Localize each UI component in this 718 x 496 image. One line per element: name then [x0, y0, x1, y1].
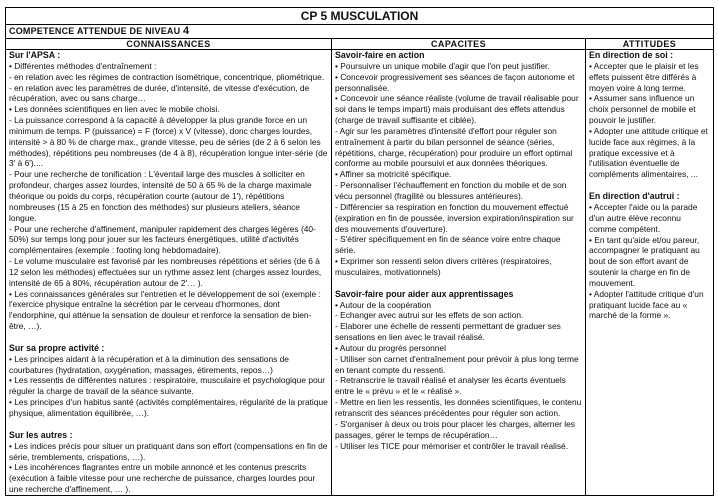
list-item: • Assumer sans influence un choix personnel de mobile et pouvoir le justifier.	[589, 93, 696, 126]
list-item: - Utiliser son carnet d'entraînement pour prévoir à plus long terme en tenant compte du ressenti.	[335, 353, 579, 375]
musculation-table	[5, 7, 714, 496]
list-item: - Différencier sa respiration en fonction du mouvement effectué (expiration en fin de poussée, inversion expiration/inspiration sur des mouvements d'ouverture).	[335, 201, 574, 234]
column-connaissances	[6, 50, 332, 496]
list-item: - Agir sur les paramètres d'intensité d'effort pour réguler son entraînement à partir du bilan personnel de séance (séries, répétitions, charge, récupération) pour produire un effort optimal conforme au mobile poursuivi et aux données théoriques.	[335, 125, 573, 169]
competence-level: 4	[183, 25, 190, 37]
list-item: - Pour une recherche d'affinement, manipuler rapidement des charges légères (40-50%) sur temps long pour jouer sur les facteurs énergétiques, utilité d'activités complémentaires (exemple : footing long hebdomadaire).	[9, 223, 316, 256]
header-connaissances: CONNAISSANCES	[6, 39, 332, 50]
list-item: • Les indices précis pour situer un pratiquant dans son effort (compensations en fin de série, tremblements, crispations, …).	[9, 440, 328, 462]
list-item: - en relation avec les paramètres de durée, d'intensité, de vitesse d'exécution, de récupération, avec ou sans charge…	[9, 82, 310, 104]
list-item: • Adopter l'attitude critique d'un pratiquant lucide face au « marché de la forme ».	[589, 288, 704, 321]
section-title: En direction de soi :	[589, 50, 674, 60]
list-item: • Les principes d'un habitus santé (activités complémentaires, régularité de la pratique physique, alimentation équilibrée, …).	[9, 397, 328, 418]
list-item: • Exprimer son ressenti selon divers critères (respiratoires, musculaires, motivationnels)	[335, 256, 552, 277]
list-item: • Affiner sa motricité spécifique.	[335, 169, 452, 180]
competence-label: COMPETENCE ATTENDUE DE NIVEAU	[9, 26, 181, 36]
list-item: - La puissance correspond à la capacité à développer la plus grande force en un minimum de temps. P (puissance) = F (force) x V (vitesse), donc charges lourdes, intensité > à 80 % de charge max., grande vitesse, peu de séries (de 2 à 6 selon les méthodes), répétitions peu nombreuses (de 4 à 8), récupération longue inter-série (de 3' à 6')....	[9, 115, 328, 169]
list-item: - Retranscrire le travail réalisé et analyser les écarts éventuels entre le « prévu » et le « réalisé ».	[335, 375, 566, 397]
list-item: • Autour de la coopération	[335, 299, 432, 310]
list-item: - S'étirer spécifiquement en fin de séance voire entre chaque série.	[335, 234, 561, 256]
list-item: • Les principes aidant à la récupération et à la diminution des sensations de courbatures (hydratation, oxygénation, massages, étirements, repos…)	[9, 353, 289, 375]
list-item: - Le volume musculaire est favorisé par les nombreuses répétitions et séries (de 6 à 12 selon les méthodes) effectuées sur un rythme assez lent (charges assez lourdes, intensité de 65 à 80%, récupération autour de 2'… ).	[9, 256, 322, 288]
list-item: • Accepter l'aide ou la parade d'un autre élève reconnu comme compétent.	[589, 201, 698, 234]
list-item: • En tant qu'aide et/ou pareur, accompagner le pratiquant au bout de son effort avant de soutenir la charge en fin de mouvement.	[589, 234, 700, 288]
section-title: Savoir-faire en action	[335, 50, 425, 60]
list-item: - Utiliser les TICE pour mémoriser et contrôler le travail réalisé.	[335, 440, 569, 451]
section-title: Sur l'APSA :	[9, 50, 61, 60]
list-item: - Echanger avec autrui sur les effets de son action.	[335, 310, 524, 321]
list-item: • Concevoir une séance réaliste (volume de travail réalisable pour soi dans le temps imparti) mais produisant des effets attendus (charge de travail suffisante et ciblée).	[335, 93, 579, 126]
column-attitudes	[586, 50, 714, 496]
list-item: • Les ressentis de différentes natures : respiratoire, musculaire et psychologique pour réguler la charge de travail de la séance suivante.	[9, 375, 326, 397]
list-item: - S'organiser à deux ou trois pour placer les charges, alterner les passages, gérer le temps de récupération…	[335, 418, 575, 440]
competence-row	[6, 25, 714, 39]
list-item: • Autour du progrès personnel	[335, 342, 446, 353]
list-item: - Pour une recherche de tonification : L'éventail large des muscles à solliciter en profondeur, charges assez lourdes, intensité de 50 à 65 % de la charge maximale théorique ou poids du corps, récupération courte (autour de 1'), répétitions nombreuses (15 à 25 en fonction des méthodes) sur plusieurs ateliers, séance longue.	[9, 169, 312, 223]
list-item: • Poursuivre un unique mobile d'agir que l'on peut justifier.	[335, 60, 550, 71]
section-title: En direction d'autrui :	[589, 191, 680, 202]
document-title: CP 5 MUSCULATION	[6, 8, 714, 25]
list-item: - en relation avec les régimes de contraction isométrique, concentrique, pliométrique.	[9, 71, 325, 82]
list-item: • Accepter que le plaisir et les effets puissent être différés à moyen voire à long terme.	[589, 60, 699, 93]
list-item: • Les connaissances générales sur l'entretien et le développement de soi (exemple : l'exercice physique entraîne la sécrétion par le cerveau d'hormones, dont l'endorphine, qui atténue la sensation de douleur et renforce la sensation de bien-être, …).	[9, 288, 321, 332]
section-title: Sur sa propre activité :	[9, 342, 105, 353]
header-attitudes: ATTITUDES	[586, 39, 714, 50]
list-item: - Elaborer une échelle de ressenti permettant de graduer ses sensations en lien avec le travail réalisé.	[335, 321, 561, 343]
list-item: - Mettre en lien les ressentis, les données scientifiques, le contenu retranscrit des séances précédentes pour réguler son action.	[335, 397, 582, 418]
header-capacites: CAPACITES	[332, 39, 586, 50]
list-item: • Adopter une attitude critique et lucide face aux régimes, à la pratique excessive et à l'utilisation éventuelle de compléments alimentaires, ...	[589, 125, 708, 180]
list-item: • Concevoir progressivement ses séances de façon autonome et personnalisée.	[335, 71, 575, 93]
list-item: • Différentes méthodes d'entraînement :	[9, 60, 157, 71]
list-item: • Les données scientifiques en lien avec le mobile choisi.	[9, 104, 220, 115]
section-title: Savoir-faire pour aider aux apprentissages	[335, 288, 514, 299]
column-capacites	[332, 50, 586, 496]
list-item: • Les incohérences flagrantes entre un mobile annoncé et les contenus prescrits (exécution à faible vitesse pour une recherche de puissance, charges lourdes pour une recherche d'affinement, … ).	[9, 462, 316, 495]
list-item: - Personnaliser l'échauffement en fonction du mobile et de son vécu personnel (fragilité ou blessures antérieures).	[335, 180, 567, 201]
section-title: Sur les autres :	[9, 429, 73, 440]
